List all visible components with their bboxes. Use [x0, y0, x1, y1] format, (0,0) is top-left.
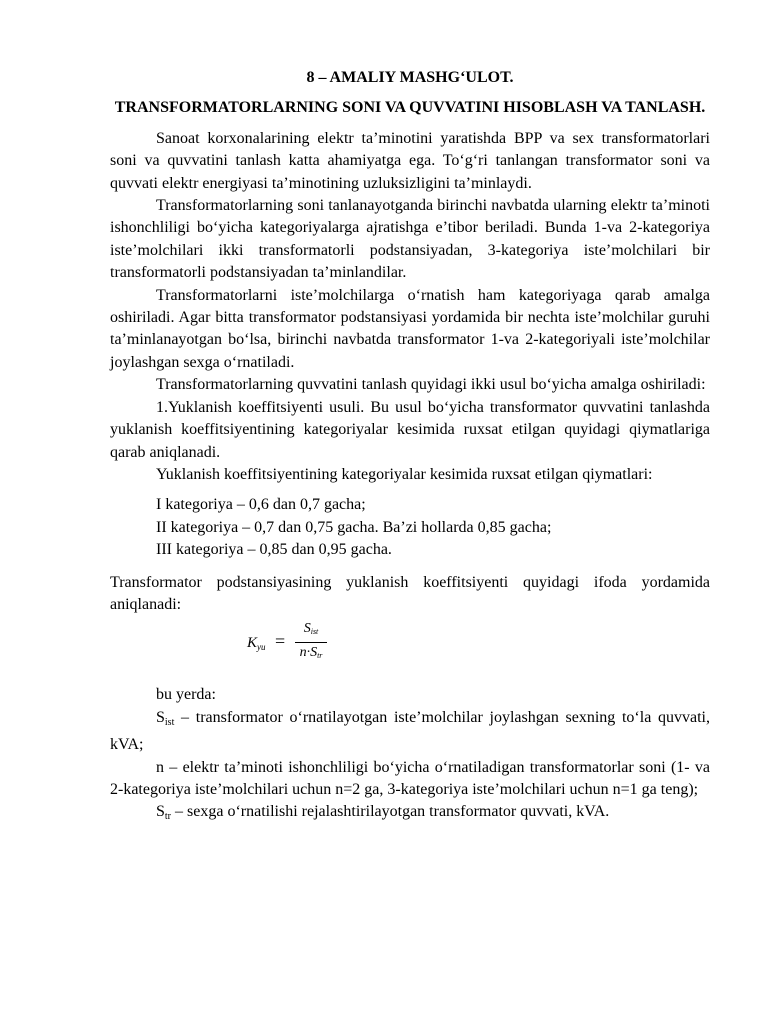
definition-str: Str – sexga o‘rnatilishi rejalashtirilayotgan transformator quvvati, kVA. — [156, 803, 610, 823]
formula-denominator: $n\cdot S_{tr}$ — [299, 645, 323, 661]
where-label: bu yerda: — [156, 686, 216, 704]
paragraph-power-methods: Transformatorlarning quvvatini tanlash quyidagi ikki usul bo‘yicha amalga oshiriladi: — [156, 376, 706, 394]
lesson-heading: 8 – AMALIY MASHG‘ULOT. — [306, 69, 514, 86]
formula-intro: Transformator podstansiyasining yuklanish koeffitsiyenti quyidagi ifoda yordamida aniqlanadi: — [110, 573, 710, 613]
category-item-3: III kategoriya – 0,85 dan 0,95 gacha. — [156, 541, 392, 559]
document-body — [110, 67, 710, 829]
paragraph-allowed-values: Yuklanish koeffitsiyentining kategoriyalar kesimida ruxsat etilgan qiymatlari: — [156, 465, 653, 483]
load-factor-formula — [110, 620, 710, 672]
formula-lhs: $K_{yu}$ — [247, 635, 266, 653]
definition-n: n – elektr ta’minoti ishonchliligi bo‘yicha o‘rnatiladigan transformatorlar soni (1- va 2-kategoriya iste’molchilari uchun n=2 ga, 3-kategoriya iste’molchilari uchun n=1 ga teng); — [110, 758, 710, 798]
paragraph-intro: Sanoat korxonalarining elektr ta’minotini yaratishda BPP va sex transformatorlari soni va quvvatini tanlash katta ahamiyatga ega. To‘g‘ri tanlangan transformator soni va quvvati elektr energiyasi ta’minotining uzluksizligini ta’minlaydi. — [110, 129, 710, 192]
paragraph-count-selection: Transformatorlarning soni tanlanayotganda birinchi navbatda ularning elektr ta’minoti ishonchliligi bo‘yicha kategoriyalarga ajratishga e’tibor beriladi. Bunda 1-va 2-kategoriya iste’molchilari ikki transformatorli podstansiyadan, 3-kategoriya iste’molchilari bir transformatorli podstansiyadan ta’minlandilar. — [110, 197, 710, 282]
formula-numerator: $S_{ist}$ — [295, 620, 327, 643]
category-list — [156, 494, 710, 561]
formula-fraction — [295, 620, 327, 665]
paragraph-installation: Transformatorlarni iste’molchilarga o‘rnatish ham kategoriyaga qarab amalga oshiriladi. Agar bitta transformator podstansiyasi yordamida bir nechta iste’molchilar guruhi ta’minlanayotgan bo‘lsa, birinchi navbatda transformator 1-va 2-kategoriyali iste’molchilar joylashgan sexga o‘rnatiladi. — [110, 286, 710, 371]
paragraph-load-factor-method: 1.Yuklanish koeffitsiyenti usuli. Bu usul bo‘yicha transformator quvvatini tanlashda yuklanish koeffitsiyentining kategoriyalar kesimida ruxsat etilgan quyidagi qiymatlariga qarab aniqlanadi. — [110, 398, 710, 461]
lesson-title: TRANSFORMATORLARNING SONI VA QUVVATINI HISOBLASH VA TANLASH. — [114, 99, 706, 117]
category-item-2: II kategoriya – 0,7 dan 0,75 gacha. Ba’zi hollarda 0,85 gacha; — [156, 518, 552, 536]
definition-sist: Sist – transformator o‘rnatilayotgan iste’molchilar joylashgan sexning to‘la quvvati, kVA; — [110, 708, 710, 754]
category-item-1: I kategoriya – 0,6 dan 0,7 gacha; — [156, 496, 366, 514]
formula-equals: = — [275, 631, 286, 652]
